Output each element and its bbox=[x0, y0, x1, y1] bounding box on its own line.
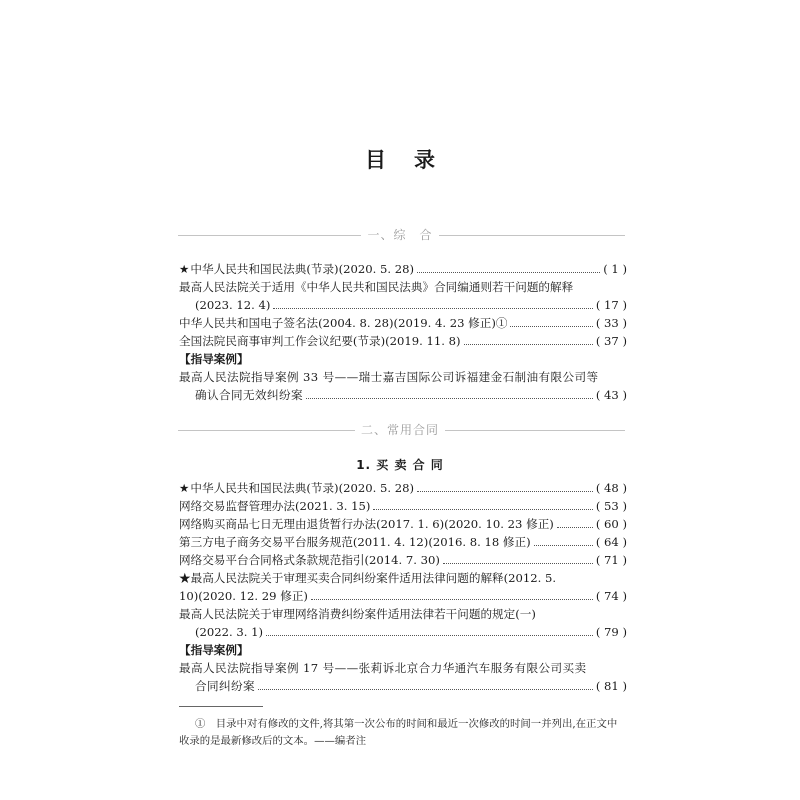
toc-entry-text: 网络交易监督管理办法(2021. 3. 15) bbox=[179, 499, 371, 513]
leader-dots bbox=[417, 479, 593, 492]
subsection-heading: 1. 买 卖 合 同 bbox=[356, 458, 444, 472]
footnote-divider bbox=[179, 706, 263, 707]
page-number: ( 33 ) bbox=[595, 316, 627, 330]
toc-entry-text: 网络购买商品七日无理由退货暂行办法(2017. 1. 6)(2020. 10. 23 修正) bbox=[179, 517, 554, 531]
toc-entry[interactable] bbox=[179, 677, 627, 695]
guiding-case-text: 合同纠纷案 bbox=[195, 679, 255, 693]
page-number: ( 37 ) bbox=[595, 334, 627, 348]
page-number: ( 64 ) bbox=[595, 535, 627, 549]
toc-entry[interactable] bbox=[179, 260, 627, 278]
toc-section-common-contracts bbox=[179, 479, 627, 695]
title-char-2: 录 bbox=[414, 148, 435, 172]
leader-dots bbox=[417, 260, 600, 273]
leader-dots bbox=[306, 386, 593, 399]
toc-entry-text[interactable]: ★最高人民法院关于审理买卖合同纠纷案件适用法律问题的解释(2012. 5. bbox=[179, 571, 557, 585]
page-number: ( 74 ) bbox=[595, 589, 627, 603]
guiding-case-text[interactable]: 最高人民法院指导案例 33 号——瑞士嘉吉国际公司诉福建金石制油有限公司等 bbox=[179, 370, 599, 384]
toc-entry[interactable] bbox=[179, 515, 627, 533]
toc-entry[interactable] bbox=[179, 296, 627, 314]
section-heading-common-contracts bbox=[0, 419, 800, 441]
leader-dots bbox=[311, 587, 593, 600]
page-number: ( 81 ) bbox=[595, 679, 627, 693]
toc-entry-text: 中华人民共和国电子签名法(2004. 8. 28)(2019. 4. 23 修正)① bbox=[179, 316, 508, 330]
toc-entry[interactable] bbox=[179, 623, 627, 641]
page-number: ( 53 ) bbox=[595, 499, 627, 513]
guiding-case-text: 确认合同无效纠纷案 bbox=[195, 388, 303, 402]
toc-entry[interactable] bbox=[179, 332, 627, 350]
star-icon: ★ bbox=[179, 481, 190, 495]
leader-dots bbox=[258, 677, 593, 690]
toc-entry[interactable] bbox=[179, 497, 627, 515]
section-heading-label: 一、综 合 bbox=[361, 224, 438, 246]
leader-dots bbox=[464, 332, 593, 345]
toc-entry-text: 网络交易平台合同格式条款规范指引(2014. 7. 30) bbox=[179, 553, 440, 567]
leader-dots bbox=[273, 296, 592, 309]
page-number: ( 71 ) bbox=[595, 553, 627, 567]
guiding-case-label: 【指导案例】 bbox=[179, 352, 249, 366]
page-number: ( 17 ) bbox=[595, 298, 627, 312]
star-icon: ★ bbox=[179, 262, 190, 276]
page-number: ( 60 ) bbox=[595, 517, 627, 531]
toc-entry[interactable] bbox=[179, 551, 627, 569]
toc-entry[interactable] bbox=[179, 386, 627, 404]
toc-entry-text: (2023. 12. 4) bbox=[195, 298, 271, 312]
star-icon: ★ bbox=[179, 571, 191, 585]
toc-entry-text: ★中华人民共和国民法典(节录)(2020. 5. 28) bbox=[179, 481, 415, 495]
toc-entry[interactable] bbox=[179, 533, 627, 551]
leader-dots bbox=[373, 497, 592, 510]
page-number: ( 79 ) bbox=[595, 625, 627, 639]
section-heading-general bbox=[0, 224, 800, 246]
section-heading-label: 二、常用合同 bbox=[355, 419, 445, 441]
toc-entry[interactable] bbox=[179, 314, 627, 332]
toc-entry-text: 全国法院民商事审判工作会议纪要(节录)(2019. 11. 8) bbox=[179, 334, 461, 348]
toc-section-general bbox=[179, 260, 627, 404]
toc-entry-text: ★中华人民共和国民法典(节录)(2020. 5. 28) bbox=[179, 262, 415, 276]
toc-entry[interactable] bbox=[179, 587, 627, 605]
toc-entry-text[interactable]: 最高人民法院关于适用《中华人民共和国民法典》合同编通则若干问题的解释 bbox=[179, 280, 574, 294]
page-number: ( 48 ) bbox=[595, 481, 627, 495]
guiding-case-label: 【指导案例】 bbox=[179, 643, 249, 657]
toc-entry[interactable] bbox=[179, 479, 627, 497]
title-char-1: 目 bbox=[365, 148, 386, 172]
toc-entry-text[interactable]: 最高人民法院关于审理网络消费纠纷案件适用法律若干问题的规定(一) bbox=[179, 607, 536, 621]
page-title bbox=[0, 144, 800, 174]
toc-entry-text: 10)(2020. 12. 29 修正) bbox=[179, 589, 308, 603]
leader-dots bbox=[266, 623, 593, 636]
guiding-case-text[interactable]: 最高人民法院指导案例 17 号——张莉诉北京合力华通汽车服务有限公司买卖 bbox=[179, 661, 587, 675]
leader-dots bbox=[534, 533, 593, 546]
leader-dots bbox=[443, 551, 593, 564]
page-number: ( 1 ) bbox=[603, 262, 627, 276]
leader-dots bbox=[510, 314, 592, 327]
toc-entry-text: (2022. 3. 1) bbox=[195, 625, 264, 639]
toc-entry-text: 第三方电子商务交易平台服务规范(2011. 4. 12)(2016. 8. 18 修正) bbox=[179, 535, 531, 549]
page-number: ( 43 ) bbox=[595, 388, 627, 402]
leader-dots bbox=[557, 515, 593, 528]
footnote: ① 目录中对有修改的文件,将其第一次公布的时间和最近一次修改的时间一并列出,在正文中收录的是最新修改后的文本。——编者注 bbox=[179, 718, 618, 747]
